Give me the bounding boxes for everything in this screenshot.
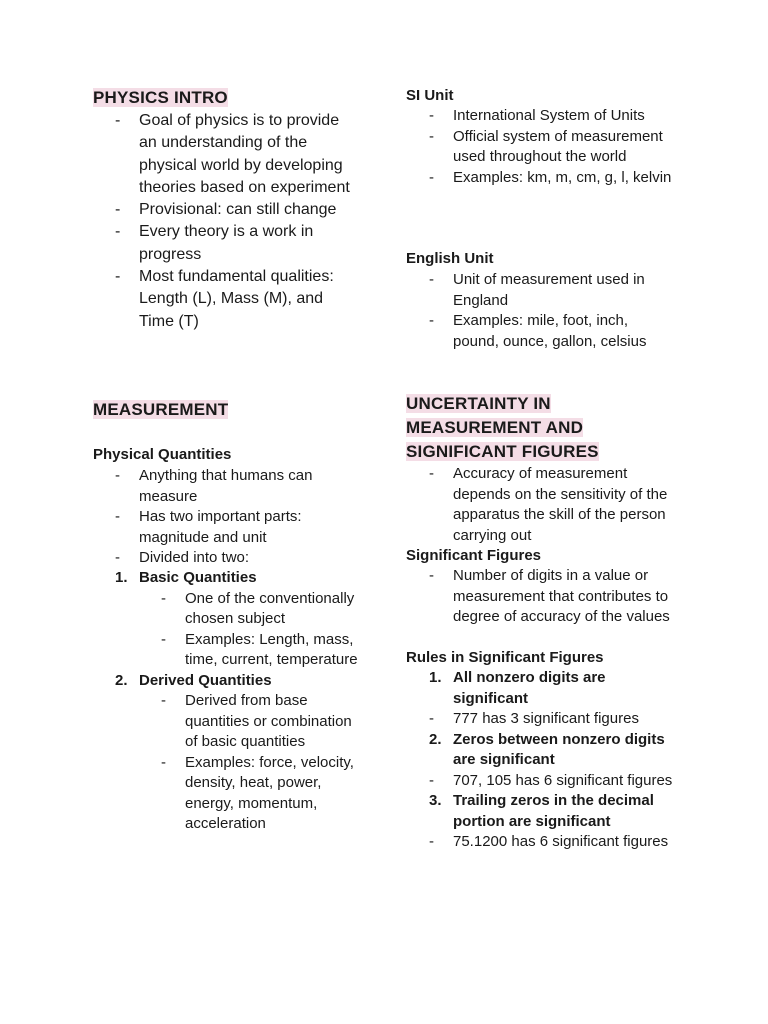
list-item: - Goal of physics is to provide an understanding of the physical world by developing theories based on experiment [139,110,361,199]
list-item: - Every theory is a work in progress [139,221,361,266]
measurement-heading: MEASUREMENT [93,400,229,419]
list-item: - 75.1200 has 6 significant figures [453,832,679,853]
list-item: - Derived from base quantities or combination of basic quantities [185,691,365,753]
list-item: - Examples: Length, mass, time, current, temperature [185,630,365,671]
quantities-list [115,568,379,835]
physical-quantities-title: Physical Quantities [93,446,232,463]
rule-item: 3. Trailing zeros in the decimal portion are significant - 75.1200 has 6 significant figures [453,791,679,853]
physics-intro-bullets [139,110,361,333]
list-item: - Examples: mile, foot, inch, pound, ounce, gallon, celsius [453,311,673,352]
english-unit-title: English Unit [406,250,494,267]
list-item: - 777 has 3 significant figures [453,709,679,730]
basic-quantities-item: 1. Basic Quantities - One of the conventionally chosen subject - Examples: Length, mass, time, current, temperature [139,568,379,671]
rule-example [453,832,679,853]
english-unit-bullets [453,270,673,352]
list-item: - International System of Units [453,106,673,127]
list-item: - Examples: force, velocity, density, heat, power, energy, momentum, acceleration [185,753,365,835]
list-item: - Provisional: can still change [139,199,361,221]
physical-quantities-bullets [139,466,365,569]
list-item: - Most fundamental qualities: Length (L), Mass (M), and Time (T) [139,266,361,333]
list-item: - Official system of measurement used throughout the world [453,127,673,168]
rule-example [453,771,679,792]
list-item: - 707, 105 has 6 significant figures [453,771,679,792]
list-item: - Examples: km, m, cm, g, l, kelvin [453,168,673,189]
basic-quantities-bullets [185,589,365,671]
rule-item: 2. Zeros between nonzero digits are significant - 707, 105 has 6 significant figures [453,730,679,792]
rule-item: 1. All nonzero digits are significant - 777 has 3 significant figures [453,668,679,730]
si-unit-bullets [453,106,673,188]
significant-figures-bullets [453,566,675,628]
list-item: - Has two important parts: magnitude and unit [139,507,365,548]
rules-list [429,668,679,853]
list-item: - Anything that humans can measure [139,466,365,507]
uncertainty-heading: UNCERTAINTY IN MEASUREMENT AND SIGNIFICANT FIGURES [406,394,599,461]
derived-quantities-item: 2. Derived Quantities - Derived from base quantities or combination of basic quantities - Examples: force, velocity, density, heat, power, energy, momentum, acceleration [139,671,379,835]
list-item: - Divided into two: [139,548,365,569]
si-unit-title: SI Unit [406,87,454,104]
rule-example [453,709,679,730]
list-item: - One of the conventionally chosen subject [185,589,365,630]
derived-quantities-bullets [185,691,365,835]
rules-title: Rules in Significant Figures [406,649,604,666]
uncertainty-bullets [453,464,675,546]
list-item: - Number of digits in a value or measurement that contributes to degree of accuracy of the values [453,566,675,628]
physics-intro-heading: PHYSICS INTRO [93,88,228,107]
list-item: - Accuracy of measurement depends on the sensitivity of the apparatus the skill of the person carrying out [453,464,675,546]
significant-figures-title: Significant Figures [406,547,542,564]
list-item: - Unit of measurement used in England [453,270,673,311]
